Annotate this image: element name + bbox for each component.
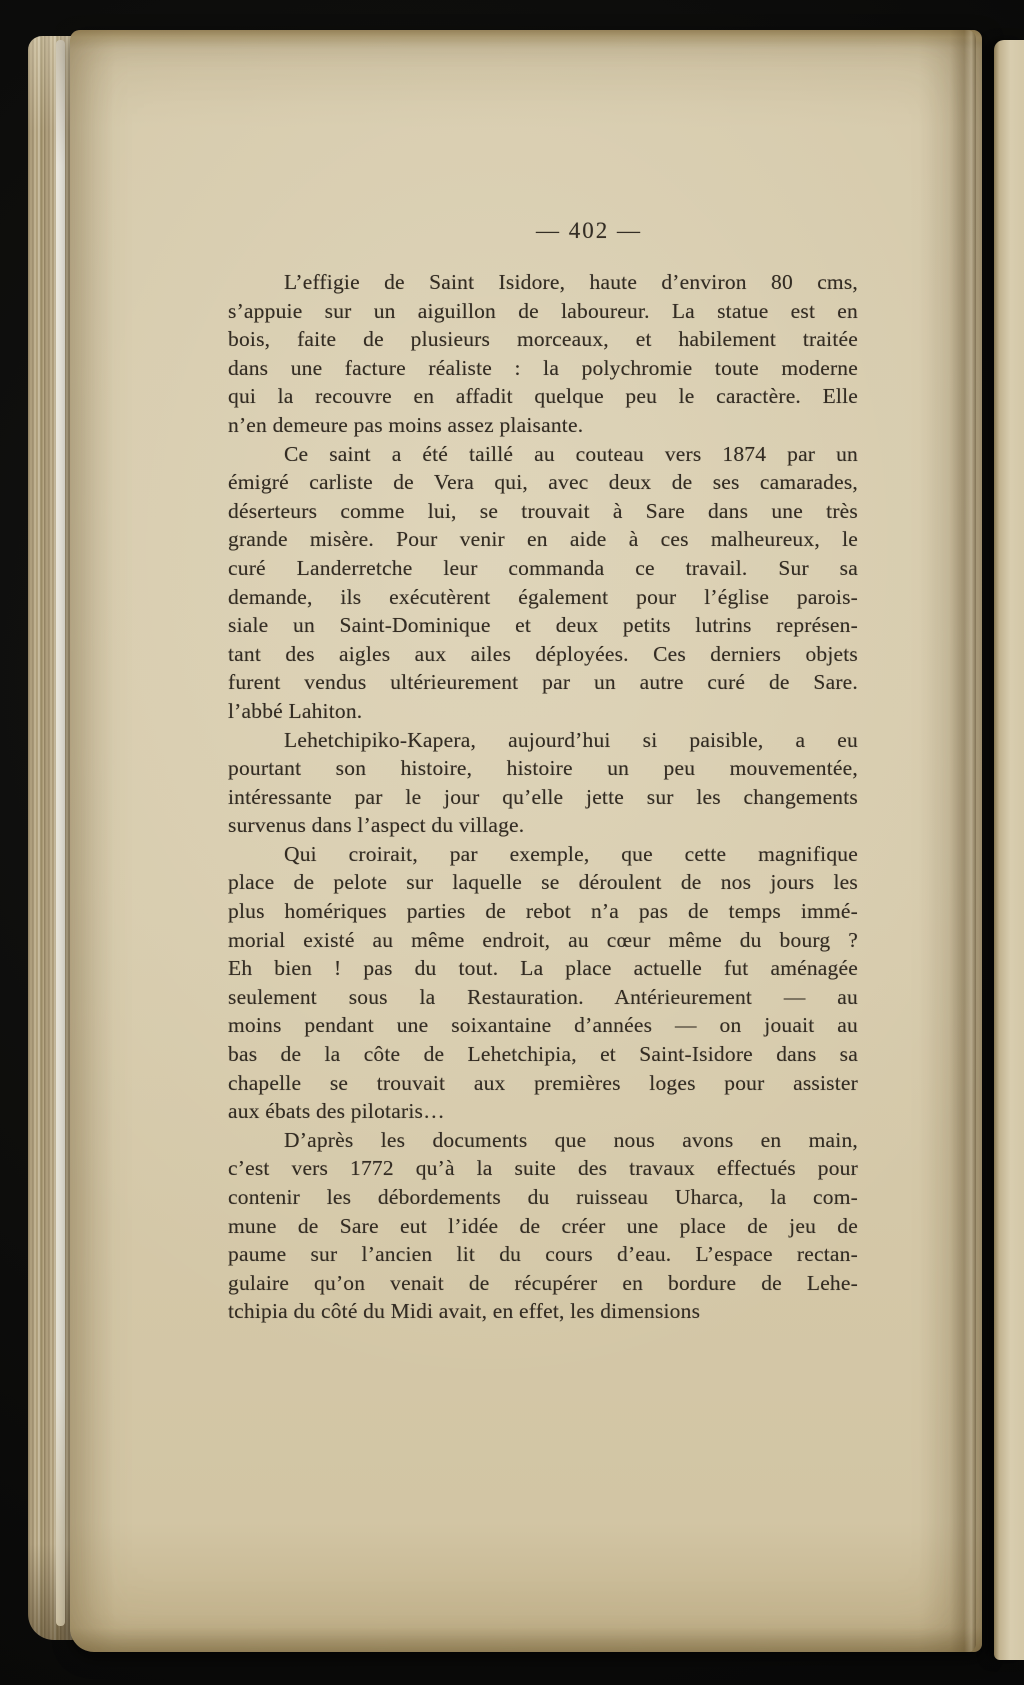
text-line: D’après les documents que nous avons en main, [284,1127,858,1152]
text-block [228,268,858,1326]
text-line: tchipia du côté du Midi avait, en effet, les dimensions [228,1299,701,1324]
text-line: L’effigie de Saint Isidore, haute d’environ 80 cms, [284,270,858,294]
text-line: n’en demeure pas moins assez plaisante. [228,412,584,437]
paragraph [228,726,858,840]
text-line: bois, faite de plusieurs morceaux, et habilement traitée [228,327,858,352]
spine-crease [950,30,976,1652]
text-line: gulaire qu’on venait de récupérer en bordure de Lehe- [228,1270,858,1295]
text-line: s’appuie sur un aiguillon de laboureur. La statue est en [228,298,858,323]
text-line: déserteurs comme lui, se trouvait à Sare dans une très [228,498,858,523]
text-line: mune de Sare eut l’idée de créer une place de jeu de [228,1213,858,1238]
text-line: émigré carliste de Vera qui, avec deux de ses camarades, [228,470,858,495]
page-stack-bright-strip [56,40,65,1626]
text-line: paume sur l’ancien lit du cours d’eau. L’espace rectan- [228,1242,858,1267]
text-line: intéressante par le jour qu’elle jette sur les changements [228,784,858,809]
text-line: qui la recouvre en affadit quelque peu le caractère. Elle [228,384,858,409]
text-line: seulement sous la Restauration. Antérieurement — au [228,984,858,1009]
text-line: c’est vers 1772 qu’à la suite des travaux effectués pour [228,1156,858,1181]
text-line: aux ébats des pilotaris… [228,1099,445,1124]
paragraph [228,1126,858,1326]
text-line: curé Landerretche leur commanda ce travail. Sur sa [228,555,858,580]
text-line: bas de la côte de Lehetchipia, et Saint-Isidore dans sa [228,1042,858,1067]
text-line: dans une facture réaliste : la polychromie toute moderne [228,355,858,380]
text-line: tant des aigles aux ailes déployées. Ces derniers objets [228,641,858,666]
book-page [70,30,982,1652]
next-page-edge [994,40,1024,1660]
text-line: l’abbé Lahiton. [228,698,363,723]
text-line: morial existé au même endroit, au cœur même du bourg ? [228,927,858,952]
text-line: survenus dans l’aspect du village. [228,813,525,838]
text-line: Ce saint a été taillé au couteau vers 1874 par un [284,441,858,466]
text-line: place de pelote sur laquelle se déroulent de nos jours les [228,870,858,895]
paragraph [228,840,858,1126]
text-line: grande misère. Pour venir en aide à ces malheureux, le [228,527,858,552]
text-line: chapelle se trouvait aux premières loges pour assister [228,1070,858,1095]
page-top-edge [70,30,982,43]
text-line: Qui croirait, par exemple, que cette magnifique [284,841,858,866]
paragraph [228,440,858,726]
text-line: moins pendant une soixantaine d’années — on jouait au [228,1013,858,1038]
paragraph [228,268,858,440]
page-number: — 402 — [536,218,642,243]
text-line: furent vendus ultérieurement par un autre curé de Sare. [228,670,858,695]
text-line: demande, ils exécutèrent également pour l’église parois- [228,584,858,609]
text-line: plus homériques parties de rebot n’a pas de temps immé- [228,899,858,924]
text-line: Lehetchipiko-Kapera, aujourd’hui si paisible, a eu [284,727,858,752]
text-line: contenir les débordements du ruisseau Uharca, la com- [228,1185,858,1209]
text-line: Eh bien ! pas du tout. La place actuelle fut aménagée [228,956,858,981]
text-line: siale un Saint-Dominique et deux petits lutrins représen- [228,613,858,638]
text-line: pourtant son histoire, histoire un peu mouvementée, [228,756,858,781]
